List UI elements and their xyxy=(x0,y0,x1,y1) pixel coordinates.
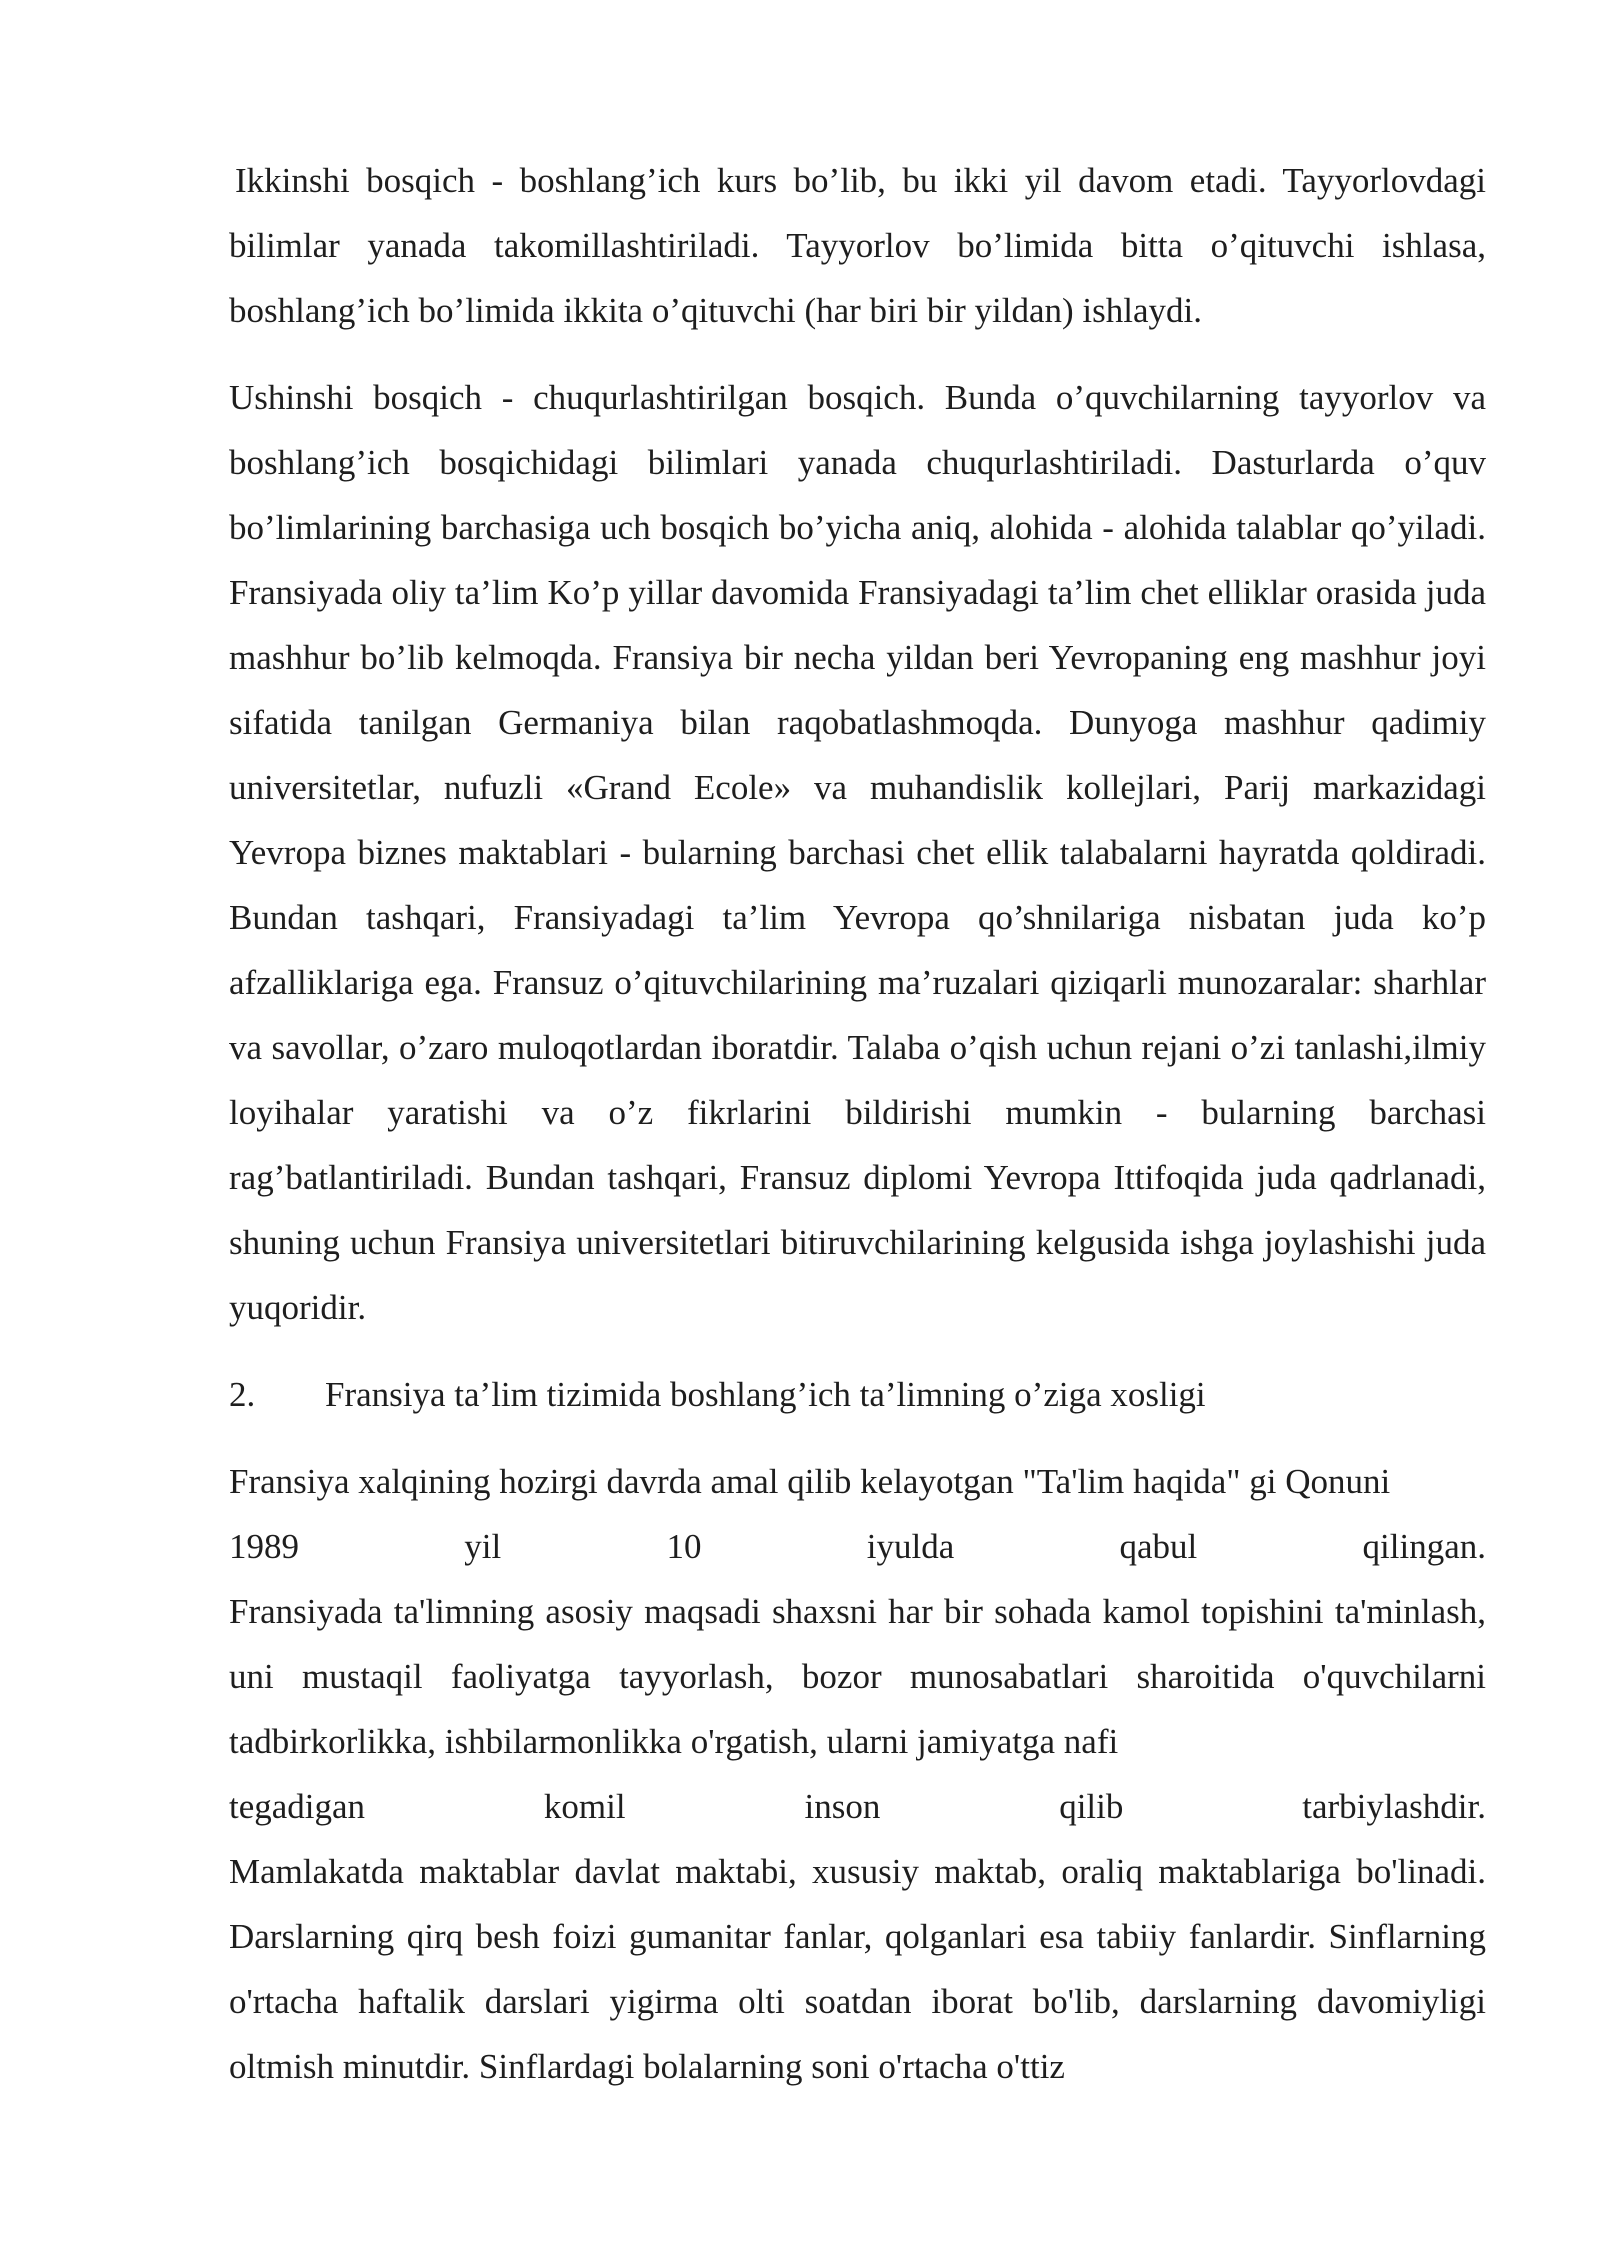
purpose-word: inson xyxy=(804,1787,881,1826)
section-heading xyxy=(229,1362,1486,1427)
paragraph-stage-two: Ikkinshi bosqich - boshlang’ich kurs bo’lib, bu ikki yil davom etadi. Tayyorlovdagi bilimlar yanada takomillashtiriladi. Tayyorlov bo’limida bitta o’qituvchi ishlasa, boshlang’ich bo’limida ikkita o’qituvchi (har biri bir yildan) ishlaydi. xyxy=(229,161,1486,330)
purpose-word: qilib xyxy=(1059,1787,1124,1826)
section-number: 2. xyxy=(229,1375,256,1414)
purpose-line-end xyxy=(229,1774,1486,1839)
law-line-2 xyxy=(229,1514,1486,1579)
purpose-word: tarbiylashdir. xyxy=(1302,1787,1486,1826)
law-word: iyulda xyxy=(866,1527,955,1566)
document-body xyxy=(229,148,1486,2121)
purpose-word: komil xyxy=(543,1787,626,1826)
law-word: 10 xyxy=(666,1527,702,1566)
section-title: Fransiya ta’lim tizimida boshlang’ich ta’limning o’ziga xosligi xyxy=(325,1375,1206,1414)
paragraph-law xyxy=(229,1449,1486,2099)
law-line-1: Fransiya xalqining hozirgi davrda amal qilib kelayotgan "Ta'lim haqida" gi Qonuni xyxy=(229,1462,1391,1501)
schools-text: Mamlakatda maktablar davlat maktabi, xususiy maktab, oraliq maktablariga bo'linadi. Darslarning qirq besh foizi gumanitar fanlar, qolganlari esa tabiiy fanlardir. Sinflarning o'rtacha haftalik darslari yigirma olti soatdan iborat bo'lib, darslarning davomiyligi oltmish minutdir. Sinflardagi bolalarning soni o'rtacha o'ttiz xyxy=(229,1852,1486,2086)
purpose-text: Fransiyada ta'limning asosiy maqsadi shaxsni har bir sohada kamol topishini ta'minlash, uni mustaqil faoliyatga tayyorlash, bozor munosabatlari sharoitida o'quvchilarni tadbirkorlikka, ishbilarmonlikka o'rgatish, ularni jamiyatga nafi xyxy=(229,1592,1486,1761)
law-word: yil xyxy=(464,1527,502,1566)
purpose-word: tegadigan xyxy=(229,1787,366,1826)
law-word: qabul xyxy=(1119,1527,1198,1566)
law-word: 1989 xyxy=(229,1527,299,1566)
paragraph-stage-three: Ushinshi bosqich - chuqurlashtirilgan bosqich. Bunda o’quvchilarning tayyorlov va boshlang’ich bosqichidagi bilimlari yanada chuqurlashtiriladi. Dasturlarda o’quv bo’limlarining barchasiga uch bosqich bo’yicha aniq, alohida - alohida talablar qo’yiladi. Fransiyada oliy ta’lim Ko’p yillar davomida Fransiyadagi ta’lim chet elliklar orasida juda mashhur bo’lib kelmoqda. Fransiya bir necha yildan beri Yevropaning eng mashhur joyi sifatida tanilgan Germaniya bilan raqobatlashmoqda. Dunyoga mashhur qadimiy universitetlar, nufuzli «Grand Ecole» va muhandislik kollejlari, Parij markazidagi Yevropa biznes maktablari - bularning barchasi chet ellik talabalarni hayratda qoldiradi. Bundan tashqari, Fransiyadagi ta’lim Yevropa qo’shnilariga nisbatan juda ko’p afzalliklariga ega. Fransuz o’qituvchilarining ma’ruzalari qiziqarli munozaralar: sharhlar va savollar, o’zaro muloqotlardan iboratdir. Talaba o’qish uchun rejani o’zi tanlashi,ilmiy loyihalar yaratishi va o’z fikrlarini bildirishi mumkin - bularning barchasi rag’batlantiriladi. Bundan tashqari, Fransuz diplomi Yevropa Ittifoqida juda qadrlanadi, shuning uchun Fransiya universitetlari bitiruvchilarining kelgusida ishga joylashishi juda yuqoridir. xyxy=(229,378,1486,1327)
law-word: qilingan. xyxy=(1362,1527,1486,1566)
